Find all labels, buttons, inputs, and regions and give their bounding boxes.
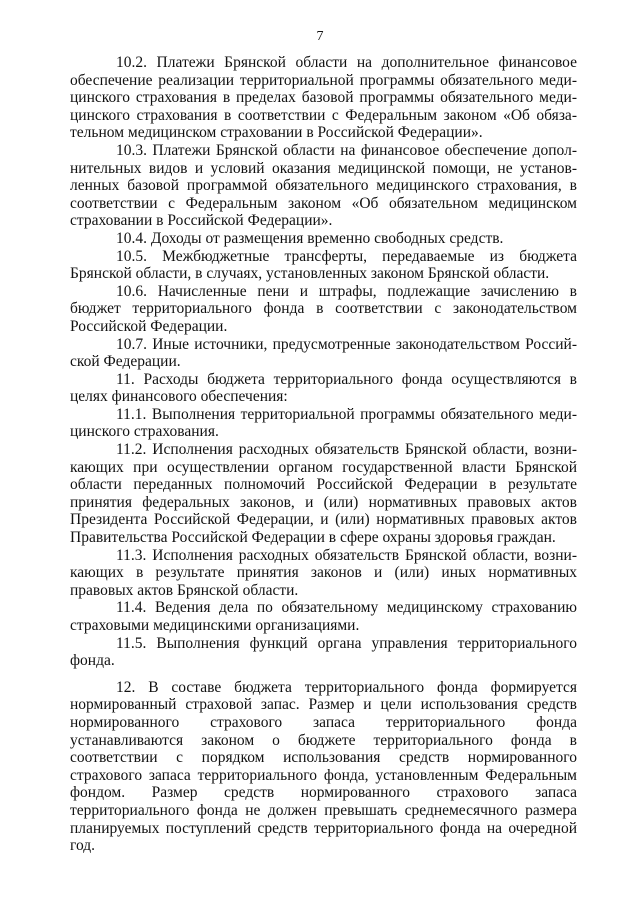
page-number: 7 — [316, 29, 324, 44]
paragraph-10-6: 10.6. Начисленные пени и штрафы, подлежащие зачислению в бюджет территориального фонда в соответствии с законодательством Российской Федерации. — [70, 282, 577, 335]
paragraph-11-5: 11.5. Выполнения функций органа управления территориального фонда. — [70, 634, 577, 670]
paragraph-10-4: 10.4. Доходы от размещения временно свободных средств. — [116, 229, 504, 247]
paragraph-10-5: 10.5. Межбюджетные трансферты, передаваемые из бюджета Брянской области, в случаях, установленных законом Брянской области. — [70, 247, 577, 283]
paragraph-12: 12. В составе бюджета территориального фонда формируется нормированный страховой запас. Размер и цели использования средств нормированного страхового запаса территориального фонда устанавливаются законом о бюджете территориального фонда в соответствии с порядком использования средств нормированного страхового запаса территориального фонда, установленным Федеральным фондом. Размер средств нормированного страхового запаса территориального фонда не должен превышать среднемесячного размера планируемых поступлений средств территориального фонда на очередной год. — [70, 678, 577, 855]
paragraph-11-3: 11.3. Исполнения расходных обязательств Брянской области, возникающих в результате принятия законов и (или) иных нормативных правовых актов Брянской области. — [70, 546, 577, 599]
paragraph-10-2: 10.2. Платежи Брянской области на дополнительное финансовое обеспечение реализации территориальной программы обязательного медицинского страхования в пределах базовой программы обязательного медицинского страхования в соответствии с Федеральным законом «Об обязательном медицинском страховании в Российской Федерации». — [70, 54, 577, 142]
paragraph-11-4: 11.4. Ведения дела по обязательному медицинскому страхованию страховыми медицинскими организациями. — [70, 599, 577, 634]
paragraph-11-2: 11.2. Исполнения расходных обязательств Брянской области, возникающих при осуществлении органом государственной власти Брянской области переданных полномочий Российской Федерации в результате принятия федеральных законов, и (или) нормативных правовых актов Президента Российской Федерации, и (или) нормативных правовых актов Правительства Российской Федерации в сфере охраны здоровья граждан. — [70, 441, 577, 547]
paragraph-10-7: 10.7. Иные источники, предусмотренные законодательством Российской Федерации. — [70, 335, 577, 371]
document-body — [70, 54, 577, 855]
paragraph-10-3: 10.3. Платежи Брянской области на финансовое обеспечение дополнительных видов и условий оказания медицинской помощи, не установленных базовой программой обязательного медицинского страхования, в соответствии с Федеральным законом «Об обязательном медицинском страховании в Российской Федерации». — [70, 141, 577, 230]
paragraph-11: 11. Расходы бюджета территориального фонда осуществляются в целях финансового обеспечения: — [70, 370, 577, 406]
paragraph-11-1: 11.1. Выполнения территориальной программы обязательного медицинского страхования. — [70, 405, 577, 441]
